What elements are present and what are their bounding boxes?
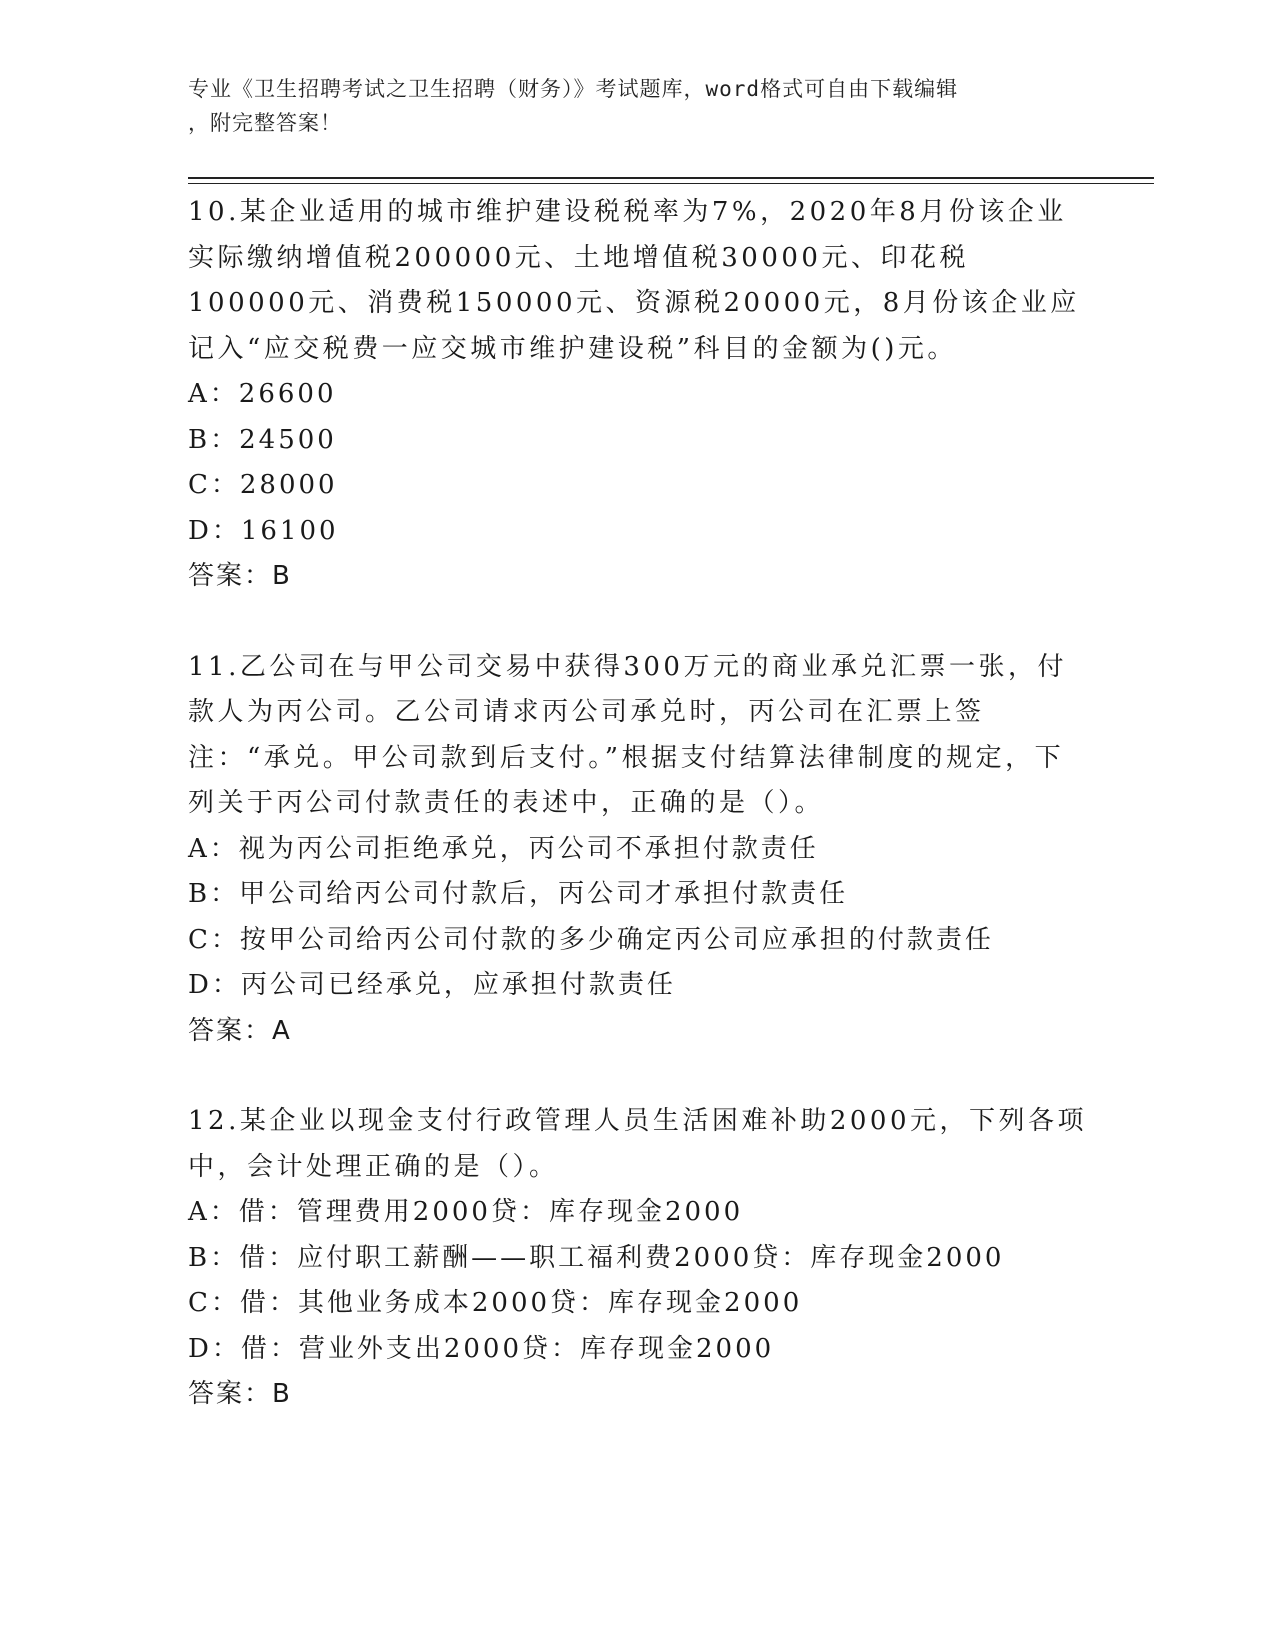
option-b: B：借：应付职工薪酬——职工福利费2000贷：库存现金2000 [188, 1242, 1005, 1273]
answer-label: 答案：B [188, 1379, 292, 1409]
header-line-1: 专业《卫生招聘考试之卫生招聘（财务）》考试题库，word格式可自由下载编辑 [188, 77, 959, 101]
header-line-2: ，附完整答案！ [188, 111, 342, 135]
option-c: C：28000 [188, 470, 338, 500]
answer-label: 答案：A [188, 1015, 292, 1046]
document-header [188, 72, 1068, 140]
option-c: C：按甲公司给丙公司付款的多少确定丙公司应承担的付款责任 [188, 924, 994, 955]
option-a: A：视为丙公司拒绝承兑，丙公司不承担付款责任 [188, 833, 819, 864]
option-d: D：16100 [188, 515, 339, 546]
option-b: B：甲公司给丙公司付款后，丙公司才承担付款责任 [188, 879, 849, 909]
question-stem: 11.乙公司在与甲公司交易中获得300万元的商业承兑汇票一张，付款人为丙公司。乙公司请求丙公司承兑时，丙公司在汇票上签注：“承兑。甲公司款到后支付。”根据支付结算法律制度的规定，下列关于丙公司付款责任的表述中，正确的是（）。 [188, 651, 1067, 818]
option-c: C：借：其他业务成本2000贷：库存现金2000 [188, 1288, 803, 1318]
question-12 [188, 1099, 1088, 1418]
question-10 [188, 190, 1088, 600]
option-d: D：丙公司已经承兑，应承担付款责任 [188, 970, 676, 1000]
option-a: A：借：管理费用2000贷：库存现金2000 [188, 1197, 744, 1227]
header-divider-thick [188, 177, 1154, 179]
question-list [188, 190, 1088, 1463]
question-stem: 10.某企业适用的城市维护建设税税率为7%，2020年8月份该企业实际缴纳增值税200000元、土地增值税30000元、印花税100000元、消费税150000元、资源税20000元，8月份该企业应记入“应交税费一应交城市维护建设税”科目的金额为()元。 [188, 197, 1080, 364]
option-b: B：24500 [188, 424, 337, 455]
question-stem: 12.某企业以现金支付行政管理人员生活困难补助2000元，下列各项中，会计处理正确的是（）。 [188, 1106, 1088, 1182]
question-11 [188, 645, 1088, 1055]
option-d: D：借：营业外支出2000贷：库存现金2000 [188, 1333, 775, 1364]
header-divider-thin [188, 183, 1154, 184]
option-a: A：26600 [188, 379, 337, 409]
answer-label: 答案：B [188, 561, 292, 591]
